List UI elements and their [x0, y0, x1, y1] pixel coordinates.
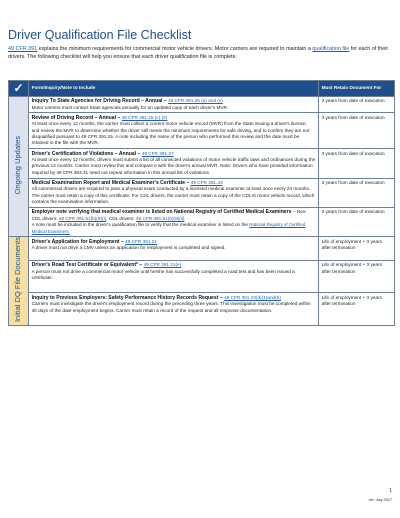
table-row [9, 293, 395, 326]
citation-link[interactable]: 49 CFR 391.43 [190, 179, 223, 185]
table-row [9, 178, 395, 207]
row-content [29, 178, 319, 207]
citation-link[interactable]: 49 CFR 391.25 (c) (2) [121, 114, 168, 120]
cfr-391-link[interactable]: 49 CFR 391 [8, 46, 38, 52]
retain-period: 3 years from date of execution [319, 113, 395, 149]
retain-period: Life of employment + 3 years after termination [319, 237, 395, 260]
row-mid-text: – Non-CDL drivers: [31, 209, 307, 221]
table-row [9, 96, 395, 113]
revision-note: rev. July 2017 [368, 498, 392, 502]
retain-period: 3 years from date of execution [319, 208, 395, 237]
retain-period: 3 years from date of execution [319, 149, 395, 178]
row-body: A note must be included in the driver's qualification file to verify that the medical examiner is listed on the [31, 222, 250, 228]
table-row [9, 149, 395, 178]
section-label-text: Ongoing Updates [13, 136, 23, 195]
section-label-initial [9, 237, 29, 325]
qualification-file-link[interactable]: qualification file [312, 46, 350, 52]
row-content [29, 113, 319, 149]
table-row [9, 113, 395, 149]
row-body: All commercial drivers are required to pass a physical exam conducted by a licensed medical examiner at least once every 24 months. The carrier must retain a copy of this certificate. For CDL drivers, the carrier must retain a copy of the CDLIS motor vehicle record, which contains the examination information. [31, 186, 315, 205]
row-mid-text: ; CDL drivers: [106, 215, 136, 221]
column-header-retain: Must Retain Document For [319, 81, 395, 97]
retain-period: 3 years from date of execution [319, 96, 395, 113]
citation-link[interactable]: 49 CFR 391.51(b)(9)(i) [58, 215, 107, 221]
citation-link[interactable]: 49 CFR 391.21 [125, 238, 157, 244]
row-body: Motor carriers must contact State agencies annually for an updated copy of each driver's MVR. [31, 104, 229, 110]
page-number: 1 [389, 488, 392, 494]
retain-period: Life of employment + 3 years after termination [319, 260, 395, 292]
intro-paragraph [8, 45, 394, 62]
row-title: Review of Driving Record – Annual – [31, 114, 122, 121]
row-title: Driver's Certification of Violations – Annual – [31, 150, 142, 157]
row-body: A person must not drive a commercial motor vehicle until he/she has successfully completed a road test and has been issued a certificate. [31, 268, 295, 281]
page-title: Driver Qualification File Checklist [8, 28, 192, 42]
row-title: Driver's Application for Employment – [31, 238, 126, 245]
row-content [29, 260, 319, 292]
row-title: Driver's Road Test Certificate or Equivalent* – [31, 262, 144, 269]
row-title: Employer note verifying that medical examiner is listed on National Registry of Certified Medical Examiners [31, 209, 292, 216]
intro-text-2: for each of their drivers. The following checklist will help you ensure that each driver qualification file is complete. [8, 46, 389, 61]
row-body: At least once every 12 months, the carrier must collect a current motor vehicle record (MVR) from the State issuing a driver's license, and review the MVR to determine whether the driver still meets the minimum requirements for safe driving, and to confirm they are not disqualified pursuant to 49 CFR 391.15. A note including the name of the person who performed this review and the date must be retained in the file with the MVR. [31, 121, 310, 146]
intro-text-1: explains the minimum requirements for commercial motor vehicle drivers. Motor carriers are required to maintain a [37, 46, 313, 52]
column-header-form: Form/Inquiry/Note to Include [29, 81, 319, 97]
row-content [29, 237, 319, 260]
section-label-ongoing [9, 96, 29, 237]
row-body: A driver must not drive a CMV unless an application for employment is completed and signed. [31, 245, 226, 251]
citation-link[interactable]: 49 CFR 391.51(b)(9)(ii) [135, 215, 185, 221]
retain-period: 3 years from date of execution [319, 178, 395, 207]
row-body: At least once every 12 months, drivers must submit a list of all convicted violations of motor vehicle traffic laws and ordinances during the previous 12 months. Carrier must review this and compare it with the driver's annual MVR. Note: Drivers who have provided information required by 49 CFR 383.31 need not repeat information in this annual list of violations. [31, 156, 316, 175]
table-row [9, 208, 395, 237]
row-content [29, 149, 319, 178]
citation-link[interactable]: 49 CFR 391.23(d)(1)and(6) [224, 294, 281, 300]
table-header-row [9, 81, 395, 97]
citation-link[interactable]: 49 CFR 391.25 (a) and (c) [168, 98, 223, 104]
row-content [29, 96, 319, 113]
retain-period: Life of employment + 3 years after termination [319, 293, 395, 326]
row-body: Carriers must investigate the driver's employment record during the preceding three years. This investigation must be completed within 30 days of the date employment begins. Carrier must retain a record of the request and all response documentation. [31, 301, 311, 313]
row-title: Inquiry to Previous Employers: Safety Performance History Records Request – [31, 294, 225, 301]
national-registry-link[interactable]: National Registry of Certified Medical Examiners. [31, 222, 306, 234]
citation-link[interactable]: 49 CFR 391.31(e) [143, 262, 182, 268]
row-title: Medical Examination Report and Medical Examiner's Certificate – [31, 179, 191, 186]
checklist-table [8, 80, 395, 326]
row-content [29, 293, 319, 326]
row-title: Inquiry To State Agencies for Driving Record – Annual – [31, 98, 169, 105]
section-label-text: Initial DQ File Documents [13, 237, 23, 323]
row-content [29, 208, 319, 237]
table-row [9, 260, 395, 292]
citation-link[interactable]: 49 CFR 391.27 [141, 150, 174, 156]
table-row [9, 237, 395, 260]
checkmark-icon: ✓ [9, 81, 29, 97]
